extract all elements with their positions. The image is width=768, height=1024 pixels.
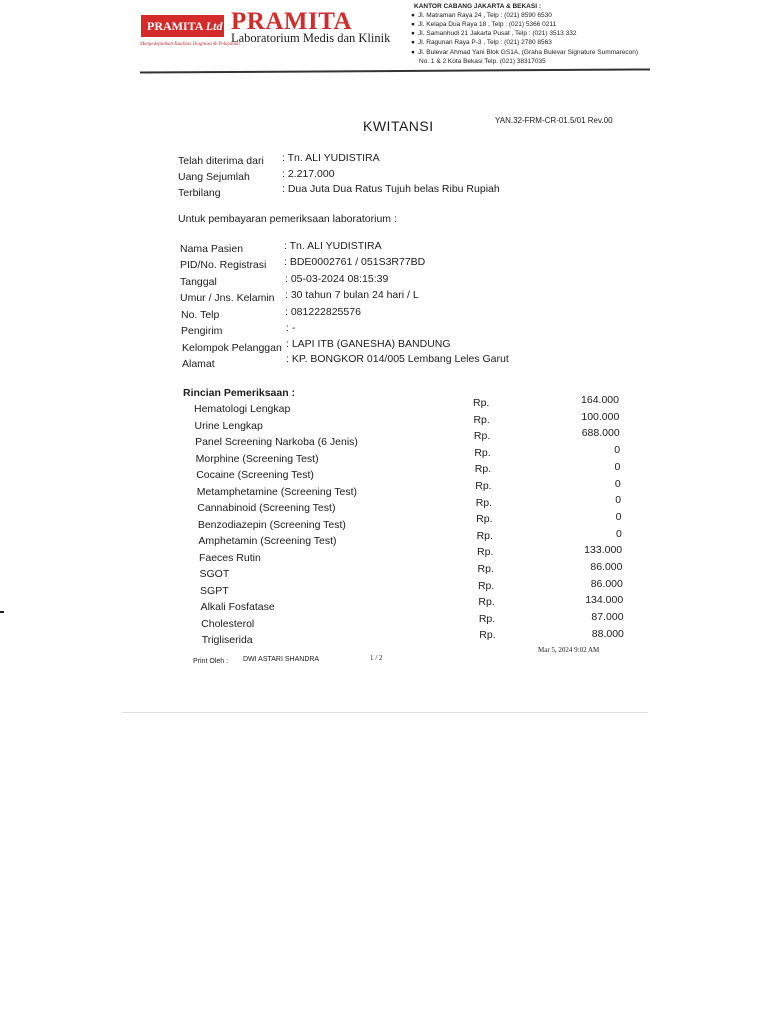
branch-heading: KANTOR CABANG JAKARTA & BEKASI : xyxy=(414,3,541,10)
line-item-name: Panel Screening Narkoba (6 Jenis) xyxy=(195,436,358,448)
line-item-name: Cocaine (Screening Test) xyxy=(196,469,314,481)
logo-box-name: PRAMITA xyxy=(147,19,203,33)
line-item-amount: 0 xyxy=(614,460,621,473)
line-item-currency: Rp. xyxy=(477,563,494,575)
line-item-amount: 0 xyxy=(615,527,622,540)
phone-value: : 081222825576 xyxy=(285,306,361,318)
branch-text: Jl. Bulevar Ahmad Yani Blok GS1A, (Graha Bulevar Signature Summarecon) xyxy=(417,49,639,56)
line-item-name: SGOT xyxy=(199,568,230,580)
sender-value: : - xyxy=(286,322,296,334)
patient-name-value: : Tn. ALI YUDISTIRA xyxy=(284,240,382,252)
line-item-amount: 86.000 xyxy=(590,577,623,590)
line-item-amount: 133.000 xyxy=(584,544,623,557)
phone-label: No. Telp xyxy=(181,309,220,321)
line-item-currency: Rp. xyxy=(476,513,493,526)
line-item-name: SGPT xyxy=(200,584,229,597)
spelled-amount-value: : Dua Juta Dua Ratus Tujuh belas Ribu Rupiah xyxy=(282,183,500,195)
branch-text: Jl. Matraman Raya 24 , Telp : (021) 8590 6530 xyxy=(417,12,552,19)
line-item-amount: 87.000 xyxy=(591,611,624,624)
line-item-currency: Rp. xyxy=(479,629,496,642)
branch-text: Jl. Ragunan Raya P-3 , Telp : (021) 2780 8563 xyxy=(417,39,552,46)
line-item-name: Urine Lengkap xyxy=(194,419,263,432)
line-item-name: Alkali Fosfatase xyxy=(200,601,275,613)
branch-item: ● Jl. Matraman Raya 24 , Telp : (021) 8590 6530 xyxy=(411,12,552,19)
brand-name: PRAMITA xyxy=(231,8,353,35)
date-label: Tanggal xyxy=(180,276,217,288)
address-label: Alamat xyxy=(182,358,215,370)
line-item-currency: Rp. xyxy=(478,596,495,609)
address-value: : KP. BONGKOR 014/005 Lembang Leles Garut xyxy=(286,353,509,365)
line-item-currency: Rp. xyxy=(478,612,496,625)
date-value: : 05-03-2024 08:15:39 xyxy=(285,273,389,285)
line-item-currency: Rp. xyxy=(473,430,491,443)
logo-box-ltd: Ltd xyxy=(205,19,223,33)
line-item-amount: 134.000 xyxy=(585,594,624,607)
patient-name-label: Nama Pasien xyxy=(180,243,244,255)
line-item-currency: Rp. xyxy=(477,546,494,559)
customer-group-label: Kelompok Pelanggan xyxy=(182,342,282,354)
line-item-currency: Rp. xyxy=(476,529,493,542)
line-item-name: Morphine (Screening Test) xyxy=(195,452,319,465)
printed-by-value: DWI ASTARI SHANDRA xyxy=(243,656,320,663)
line-item-name: Trigliserida xyxy=(201,634,253,646)
document-title: KWITANSI xyxy=(363,118,434,134)
branch-item: ● Jl. Samanhudi 21 Jakarta Pusat , Telp : (021) 3513 332 xyxy=(411,30,577,37)
line-item-amount: 0 xyxy=(615,510,622,523)
branch-item-continued: No. 1 & 2 Kota Bekasi Telp. (021) 38317035 xyxy=(419,58,546,65)
details-title: Rincian Pemeriksaan : xyxy=(183,387,296,399)
line-item-currency: Rp. xyxy=(475,480,492,492)
branch-item: ● Jl. Ragunan Raya P-3 , Telp : (021) 2780 8563 xyxy=(411,39,552,46)
line-item-amount: 0 xyxy=(614,477,621,490)
pid-label: PID/No. Registrasi xyxy=(180,259,267,271)
branch-text: Jl. Kelapa Dua Raya 18 , Telp : (021) 5366 0211 xyxy=(417,21,557,28)
line-item-currency: Rp. xyxy=(473,397,490,409)
printed-by-label: Print Oleh : xyxy=(193,658,229,665)
line-item-name: Hematologi Lengkap xyxy=(194,403,291,415)
line-item-name: Amphetamin (Screening Test) xyxy=(198,535,337,547)
line-item-name: Faeces Rutin xyxy=(198,551,261,564)
age-gender-value: : 30 tahun 7 bulan 24 hari / L xyxy=(285,289,419,301)
spelled-amount-label: Terbilang xyxy=(178,187,221,199)
customer-group-value: : LAPI ITB (GANESHA) BANDUNG xyxy=(286,338,451,350)
received-from-label: Telah diterima dari xyxy=(178,155,264,167)
line-item-amount: 0 xyxy=(614,444,621,457)
line-item-amount: 86.000 xyxy=(590,561,623,573)
line-item-amount: 88.000 xyxy=(591,627,624,640)
sender-label: Pengirim xyxy=(181,325,223,337)
brand-logo-box xyxy=(141,15,224,37)
line-item-currency: Rp. xyxy=(474,446,491,459)
line-item-currency: Rp. xyxy=(473,413,490,426)
brand-subtitle: Laboratorium Medis dan Klinik xyxy=(231,31,391,45)
branch-item: ● Jl. Kelapa Dua Raya 18 , Telp : (021) 5366 0211 xyxy=(411,21,557,28)
print-timestamp: Mar 5, 2024 9:02 AM xyxy=(538,646,600,654)
received-from-value: : Tn. ALI YUDISTIRA xyxy=(282,152,380,164)
branch-item: ● Jl. Bulevar Ahmad Yani Blok GS1A, (Graha Bulevar Signature Summarecon) xyxy=(411,49,639,56)
header-divider xyxy=(140,68,650,73)
line-item-name: Cannabinoid (Screening Test) xyxy=(197,502,336,514)
line-item-currency: Rp. xyxy=(477,579,495,592)
line-item-name: Metamphetamine (Screening Test) xyxy=(196,485,358,498)
brand-tagline: Mengedepankan Kualitas Diagnosa & Pelayanan xyxy=(140,42,240,47)
line-item-amount: 100.000 xyxy=(581,410,620,423)
line-item-name: Benzodiazepin (Screening Test) xyxy=(197,518,346,531)
scan-edge-line xyxy=(122,712,648,713)
line-item-amount: 164.000 xyxy=(581,394,619,406)
age-gender-label: Umur / Jns. Kelamin xyxy=(180,292,275,304)
amount-label: Uang Sejumlah xyxy=(178,171,250,183)
line-item-amount: 0 xyxy=(615,494,622,507)
scan-speck xyxy=(0,611,4,613)
line-item-name: Cholesterol xyxy=(201,617,255,630)
line-item-currency: Rp. xyxy=(474,463,492,476)
amount-value: : 2.217.000 xyxy=(282,168,335,180)
page-number: 1 / 2 xyxy=(370,654,383,662)
line-item-currency: Rp. xyxy=(475,496,493,509)
line-item-amount: 688.000 xyxy=(581,427,620,440)
branch-text: Jl. Samanhudi 21 Jakarta Pusat , Telp : (021) 3513 332 xyxy=(417,30,577,37)
document-code: YAN.32-FRM-CR-01.5/01 Rev.00 xyxy=(495,116,613,125)
payment-purpose: Untuk pembayaran pemeriksaan laboratorium : xyxy=(178,213,397,225)
pid-value: : BDE0002761 / 051S3R77BD xyxy=(284,256,426,268)
